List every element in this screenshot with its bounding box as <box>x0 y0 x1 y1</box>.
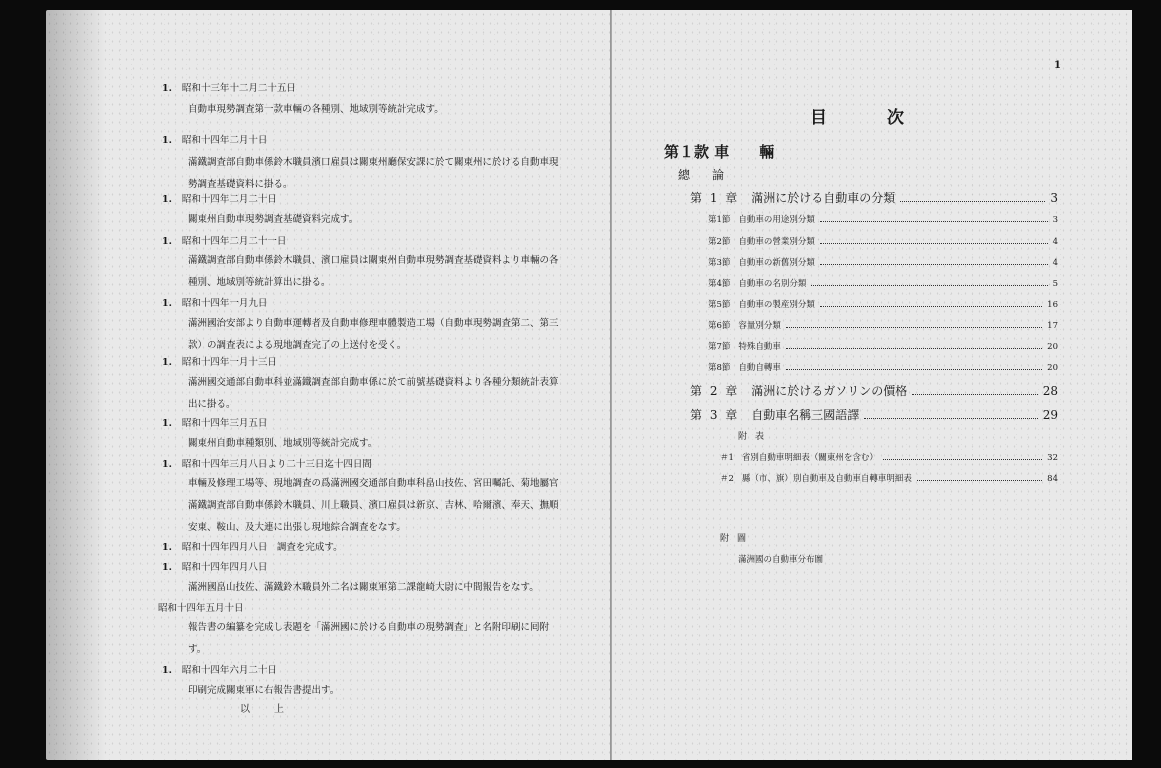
toc-section[interactable] <box>708 319 1058 331</box>
chronology-desc: 滿洲國治安部より自動車運轉者及自動車修理車體製造工場（自動車現勢調査第二、第三 款）の調査表による現地調査完了の上送付を受く。 <box>188 318 559 351</box>
chronology-date: 1. 昭和十四年二月十日 <box>162 135 268 146</box>
page-number: 1 <box>1054 60 1061 71</box>
map-item[interactable]: 滿洲國の自動車分布圖 <box>738 555 824 565</box>
section-page: 17 <box>1047 321 1058 331</box>
section-page: 3 <box>1052 215 1058 225</box>
chronology-desc: 滿洲國畠山技佐、滿鐵鈴木職員外二名は關東軍第二課龍崎大尉に中間報告をなす。 <box>188 582 539 593</box>
chronology-desc: 關東州自動車現勢調査基礎資料完成す。 <box>188 214 359 225</box>
section-label: 第7節 <box>708 342 731 352</box>
appendix-label: ＃1 <box>720 453 734 463</box>
section-label: 第3節 <box>708 258 731 268</box>
leader-dots <box>786 348 1042 349</box>
chronology-date: 1. 昭和十四年二月二十一日 <box>162 236 287 247</box>
page-shadow <box>46 10 106 760</box>
chronology-desc: 自動車現勢調査第一款車輛の各種別、地域別等統計完成す。 <box>188 104 444 115</box>
chronology-date: 1. 昭和十四年四月八日 <box>162 562 268 573</box>
section-page: 20 <box>1047 342 1058 352</box>
leader-dots <box>820 306 1042 307</box>
chronology-date: 1. 昭和十四年二月二十日 <box>162 194 277 205</box>
section-label: 第5節 <box>708 300 731 310</box>
chapter-title: 滿洲に於ける自動車の分類 <box>751 191 896 205</box>
chronology-desc: 印刷完成關東軍に右報告書提出す。 <box>188 685 340 696</box>
section-title: 自動車の名別分類 <box>738 279 807 289</box>
toc-chapter[interactable] <box>690 382 1058 399</box>
section-label: 第8節 <box>708 363 731 373</box>
leader-dots <box>912 394 1037 395</box>
appendix-label: ＃2 <box>720 474 734 484</box>
chronology-date: 1. 昭和十四年三月八日より二十三日迄十四日間 <box>162 459 372 470</box>
chronology-desc: 報告書の編纂を完成し表題を「滿洲國に於ける自動車の現勢調査」と名附印刷に囘附 す。 <box>188 622 550 655</box>
section-title: 自動車の營業別分類 <box>738 237 815 247</box>
leader-dots <box>864 418 1037 419</box>
toc-appendix-item[interactable] <box>720 451 1058 463</box>
chronology-date: 1. 昭和十四年三月五日 <box>162 418 268 429</box>
right-page <box>612 10 1132 760</box>
chapter-title: 自動車名稱三國語譯 <box>751 408 860 422</box>
chronology-desc: 滿鐵調査部自動車係鈴木職員、濱口雇員は關東州自動車現勢調査基礎資料より車輛の各 種別、地域別等統計算出に掛る。 <box>188 255 559 288</box>
chronology-desc: 車輛及修理工場等、現地調査の爲滿洲國交通部自動車科畠山技佐、宮田囑託、菊地屬官 滿鐵調査部自動車係鈴木職員、川上職員、濱口雇員は新京、吉林、哈爾濱、奉天、撫順 安東、鞍山、及大連に出張し現地綜合調査をなす。 <box>188 478 559 533</box>
appendix-title: 省別自動車明細表（關東州を含む） <box>741 453 878 463</box>
section-title: 自動車の製産別分類 <box>738 300 815 310</box>
toc-title: 目次 <box>810 108 964 128</box>
appendix-page: 84 <box>1047 474 1058 484</box>
toc-section[interactable] <box>708 256 1058 268</box>
left-page <box>46 10 610 760</box>
section-label: 第4節 <box>708 279 731 289</box>
toc-section[interactable] <box>708 361 1058 373</box>
overview-heading: 總論 <box>678 168 747 182</box>
section-page: 20 <box>1047 363 1058 373</box>
leader-dots <box>820 264 1048 265</box>
appendix-page: 32 <box>1047 453 1058 463</box>
chronology-desc: 滿鐵調査部自動車係鈴木職員濱口雇員は關東州廳保安課に於て關東州に於ける自動車現 勢調査基礎資料に掛る。 <box>188 157 559 190</box>
chapter-page: 28 <box>1042 384 1058 398</box>
part-heading: 第１款 車 輛 <box>664 143 775 161</box>
section-label: 第6節 <box>708 321 731 331</box>
section-page: 4 <box>1052 258 1058 268</box>
chronology-desc: 滿洲國交通部自動車科並滿鐵調査部自動車係に於て前號基礎資料より各種分類統計表算 出に掛る。 <box>188 377 559 410</box>
leader-dots <box>786 327 1042 328</box>
chronology-date: 1. 昭和十三年十二月二十五日 <box>162 83 296 94</box>
section-title: 特殊自動車 <box>738 342 781 352</box>
chronology-date: 昭和十四年五月十日 <box>158 603 244 614</box>
toc-section[interactable] <box>708 340 1058 352</box>
chapter-title: 滿洲に於けるガソリンの價格 <box>751 384 908 398</box>
section-title: 自動車の用途別分類 <box>738 215 815 225</box>
section-page: 4 <box>1052 237 1058 247</box>
leader-dots <box>786 369 1042 370</box>
chronology-desc: 關東州自動車種類別、地域別等統計完成す。 <box>188 438 378 449</box>
chronology-date: 1. 昭和十四年一月十三日 <box>162 357 277 368</box>
toc-appendix-item[interactable] <box>720 472 1058 484</box>
toc-section[interactable] <box>708 277 1058 289</box>
leader-dots <box>820 243 1048 244</box>
leader-dots <box>811 285 1047 286</box>
chapter-label: 第 2 章 <box>690 384 740 398</box>
toc-chapter[interactable] <box>690 189 1058 206</box>
section-title: 自動車の新舊別分類 <box>738 258 815 268</box>
section-page: 5 <box>1052 279 1058 289</box>
section-label: 第2節 <box>708 237 731 247</box>
appendix-title: 縣（市、旗）別自動車及自動車自轉車明細表 <box>741 474 912 484</box>
toc-section[interactable] <box>708 235 1058 247</box>
section-label: 第1節 <box>708 215 731 225</box>
chronology-date: 1. 昭和十四年四月八日 調査を完成す。 <box>162 542 343 553</box>
leader-dots <box>820 221 1048 222</box>
toc-section[interactable] <box>708 298 1058 310</box>
chapter-page: 3 <box>1050 191 1058 205</box>
map-heading: 附圖 <box>720 534 755 544</box>
chronology-date: 1. 昭和十四年一月九日 <box>162 298 268 309</box>
chapter-label: 第 1 章 <box>690 191 740 205</box>
chapter-label: 第 3 章 <box>690 408 740 422</box>
leader-dots <box>917 480 1042 481</box>
section-title: 自動自轉車 <box>738 363 781 373</box>
section-title: 容量別分類 <box>738 321 781 331</box>
section-page: 16 <box>1047 300 1058 310</box>
toc-section[interactable] <box>708 213 1058 225</box>
closing-text: 以上 <box>240 704 308 715</box>
chapter-page: 29 <box>1042 408 1058 422</box>
leader-dots <box>883 459 1042 460</box>
appendix-heading: 附表 <box>738 432 773 442</box>
chronology-date: 1. 昭和十四年六月二十日 <box>162 665 277 676</box>
toc-chapter[interactable] <box>690 406 1058 423</box>
leader-dots <box>900 201 1045 202</box>
